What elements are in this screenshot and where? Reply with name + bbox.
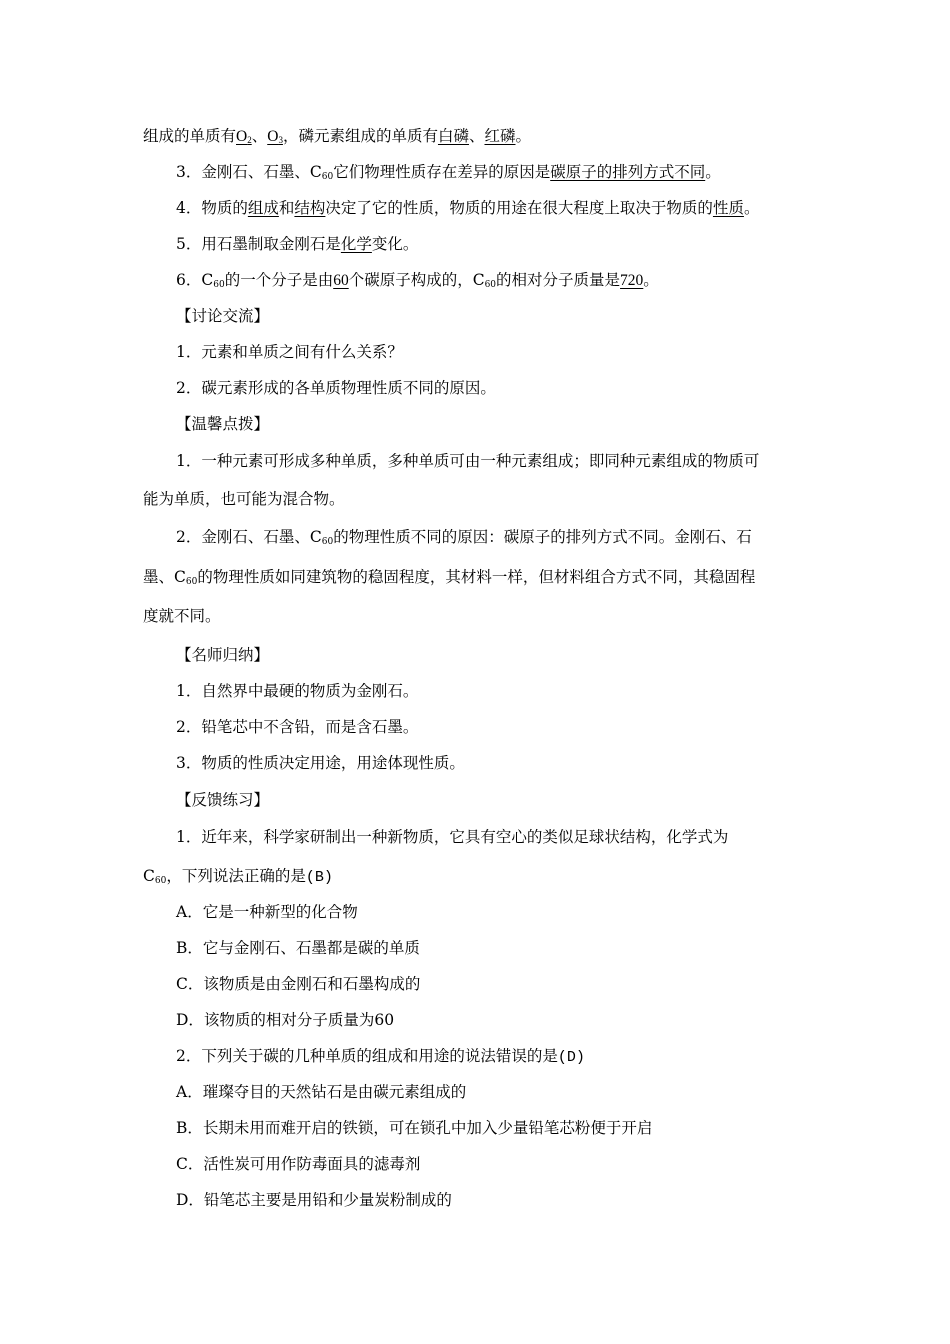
- answer-60: 60: [333, 272, 349, 289]
- text: 。: [705, 163, 721, 181]
- answer-composition: 组成: [247, 199, 279, 217]
- text: 和: [278, 199, 295, 217]
- answer-o2: $O_2$: [236, 128, 252, 145]
- question-2-line: [176, 1046, 585, 1068]
- option-b: B．长期未用而难开启的铁锁，可在锁孔中加入少量铅笔芯粉便于开启: [176, 1119, 653, 1137]
- text: 的物理性质如同建筑物的稳固程度，其材料一样，但材料组合方式不同，其稳固程: [197, 568, 756, 586]
- paragraph-line: 1．元素和单质之间有什么关系？: [176, 343, 403, 361]
- question-1-line: [143, 866, 333, 891]
- answer-o3: $O_3$: [267, 128, 283, 145]
- answer-b: (B): [305, 869, 333, 886]
- answer-red-phosphorus: 红磷: [484, 127, 516, 145]
- text: 5．用石墨制取金刚石是: [176, 235, 341, 253]
- text: 4．物质的: [176, 199, 248, 217]
- answer-property: 性质: [712, 199, 744, 217]
- paragraph-line: [176, 198, 759, 218]
- subscript: 60: [321, 172, 334, 182]
- text: 。: [643, 271, 659, 289]
- text: 的物理性质不同的原因：碳原子的排列方式不同。金刚石、石: [333, 528, 752, 546]
- option-c: C．活性炭可用作防毒面具的滤毒剂: [176, 1155, 421, 1173]
- subscript: 60: [185, 577, 198, 587]
- answer-structure: 结构: [294, 199, 326, 217]
- option-d: D．铅笔芯主要是用铅和少量炭粉制成的: [176, 1191, 452, 1209]
- paragraph-line: [176, 162, 721, 187]
- section-heading-tips: 【温馨点拨】: [176, 415, 270, 433]
- text: 、: [251, 127, 268, 145]
- option-a: A．璀璨夺目的天然钻石是由碳元素组成的: [176, 1083, 467, 1101]
- paragraph-line: 能为单质，也可能为混合物。: [143, 490, 345, 508]
- paragraph-line: [176, 234, 418, 254]
- option-d: D．该物质的相对分子质量为60: [176, 1011, 395, 1029]
- text: 。: [743, 199, 760, 217]
- text: 个碳原子构成的，C: [348, 271, 485, 289]
- text: 变化。: [371, 235, 419, 253]
- text: 组成的单质有: [143, 127, 237, 145]
- text: ，磷元素组成的单质有: [282, 127, 438, 145]
- text: 、: [468, 127, 485, 145]
- subscript: 60: [484, 280, 497, 290]
- text: C: [143, 867, 155, 885]
- text: ，下列说法正确的是: [166, 867, 306, 885]
- text: 2．金刚石、石墨、C: [176, 528, 322, 546]
- subscript: 60: [213, 280, 225, 290]
- answer-720: 720: [620, 272, 644, 289]
- paragraph-line: 3．物质的性质决定用途，用途体现性质。: [176, 754, 465, 772]
- answer-d: (D): [557, 1049, 585, 1066]
- text: 6．C: [176, 271, 214, 289]
- answer-chemical: 化学: [340, 235, 372, 253]
- text: 的一个分子是由: [224, 271, 334, 289]
- section-heading-summary: 【名师归纳】: [176, 646, 270, 664]
- text: 它们物理性质存在差异的原因是: [333, 163, 551, 181]
- paragraph-line: 2．碳元素形成的各单质物理性质不同的原因。: [176, 379, 496, 397]
- section-heading-discussion: 【讨论交流】: [176, 307, 270, 325]
- section-heading-exercise: 【反馈练习】: [176, 791, 270, 809]
- option-c: C．该物质是由金刚石和石墨构成的: [176, 975, 421, 993]
- paragraph-line: 度就不同。: [143, 607, 221, 625]
- paragraph-line: [143, 567, 755, 592]
- answer-white-phosphorus: 白磷: [437, 127, 469, 145]
- subscript: 60: [154, 876, 167, 886]
- question-1-line: 1．近年来，科学家研制出一种新物质，它具有空心的类似足球状结构，化学式为: [176, 828, 729, 846]
- text: 3．金刚石、石墨、C: [176, 163, 322, 181]
- subscript: 60: [321, 537, 334, 547]
- paragraph-line: [176, 270, 659, 295]
- text: 的相对分子质量是: [496, 271, 621, 289]
- text: 。: [515, 127, 532, 145]
- paragraph-line: 1．自然界中最硬的物质为金刚石。: [176, 682, 419, 700]
- text: 2．下列关于碳的几种单质的组成和用途的说法错误的是: [176, 1047, 558, 1065]
- paragraph-line: [143, 126, 531, 150]
- paragraph-line: 1．一种元素可形成多种单质，多种单质可由一种元素组成；即同种元素组成的物质可: [176, 452, 760, 470]
- paragraph-line: 2．铅笔芯中不含铅，而是含石墨。: [176, 718, 419, 736]
- answer-arrangement: 碳原子的排列方式不同: [550, 163, 706, 181]
- text: 决定了它的性质，物质的用途在很大程度上取决于物质的: [325, 199, 713, 217]
- option-a: A．它是一种新型的化合物: [176, 903, 358, 921]
- text: 墨、C: [143, 568, 186, 586]
- paragraph-line: [176, 527, 752, 552]
- option-b: B．它与金刚石、石墨都是碳的单质: [176, 939, 420, 957]
